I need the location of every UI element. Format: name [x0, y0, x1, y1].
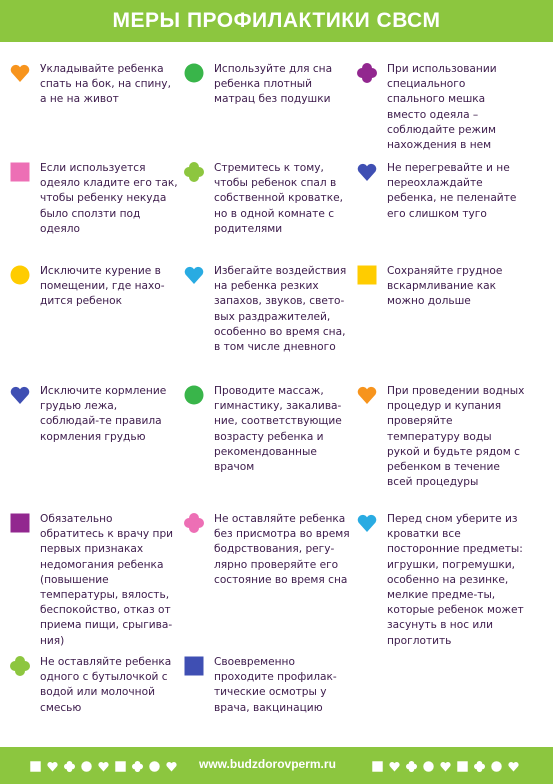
tip-item	[184, 161, 352, 237]
footer-heart-icon	[389, 761, 400, 772]
orange-heart-icon	[10, 63, 30, 83]
tip-text: Используйте для сна ребенка плотный матрац без подушки	[214, 63, 333, 106]
footer-flower-icon	[132, 761, 143, 772]
tip-item	[10, 161, 178, 237]
footer-flower-icon	[474, 761, 485, 772]
footer-shapes-left	[30, 759, 183, 773]
tip-item	[184, 264, 352, 355]
tip-text: Сохраняйте грудное вскармливание как можно дольше	[387, 265, 503, 308]
tip-item	[357, 264, 525, 310]
header-banner	[0, 0, 553, 42]
tip-text: Исключите кормление грудью лежа, соблюдай-те правила кормления грудью	[40, 385, 167, 443]
tip-text: Не оставляйте ребенка без присмотра во время бодрствования, регу-лярно проверяйте его состояние во время сна	[214, 513, 350, 586]
tip-item	[357, 62, 525, 153]
green-circle-icon	[184, 63, 204, 83]
yellow-circle-icon	[10, 265, 30, 285]
tip-item	[357, 512, 525, 649]
green-circle-icon	[184, 385, 204, 405]
footer-circle-icon	[491, 761, 502, 772]
tip-text: При проведении водных процедур и купания проверяйте температуру воды рукой и будьте рядом с ребенком в течение всей процедуры	[387, 385, 525, 489]
tip-item	[10, 512, 178, 649]
footer-circle-icon	[81, 761, 92, 772]
footer-heart-icon	[47, 761, 58, 772]
tip-text: Перед сном уберите из кроватки все посторонние предметы: игрушки, погремушки, особенно на резинке, мелкие предме-ты, которые ребенок может засунуть в нос или проглотить	[387, 513, 524, 647]
tip-text: Если используется одеяло кладите его так, чтобы ребенку некуда было сползти под одеяло	[40, 162, 178, 235]
footer-flower-icon	[64, 761, 75, 772]
tip-text: Исключите курение в помещении, где нахо-дится ребенок	[40, 265, 165, 308]
tip-item	[10, 384, 178, 445]
blue-heart-icon	[10, 385, 30, 405]
pink-flower-icon	[184, 513, 204, 533]
footer-heart-icon	[508, 761, 519, 772]
tip-text: Обязательно обратитесь к врачу при первых признаках недомогания ребенка (повышение температуры, вялость, беспокойство, отказ от приема пищи, срыгива-ния)	[40, 513, 174, 647]
orange-heart-icon	[357, 385, 377, 405]
footer-shapes-right	[372, 759, 525, 773]
lime-flower-icon	[184, 162, 204, 182]
tip-text: Своевременно проходите профилак-тические осмотры у врача, вакцинацию	[214, 656, 337, 714]
blue-square-icon	[184, 656, 204, 676]
tip-item	[357, 161, 525, 222]
tip-item	[10, 264, 178, 310]
tip-item	[184, 62, 352, 108]
footer-heart-icon	[166, 761, 177, 772]
website-link[interactable]: www.budzdorovperm.ru	[199, 757, 336, 771]
footer-square-icon	[30, 761, 41, 772]
tip-text: Не перегревайте и не переохлаждайте ребенка, не пеленайте его слишком туго	[387, 162, 517, 220]
tip-text: Избегайте воздействия на ребенка резких запахов, звуков, свето-вых раздражителей, особенно во время сна, в том числе дневного	[214, 265, 347, 354]
footer-heart-icon	[98, 761, 109, 772]
tip-text: Проводите массаж, гимнастику, закалива-ние, соответствующие возрасту ребенка и рекомендованные врачом	[214, 385, 342, 474]
pink-square-icon	[10, 162, 30, 182]
tip-text: Стремитесь к тому, чтобы ребенок спал в собственной кроватке, но в одной комнате с родителями	[214, 162, 343, 235]
tip-item	[184, 655, 352, 716]
tip-item	[10, 655, 178, 716]
tip-item	[10, 62, 178, 108]
lime-flower-icon	[10, 656, 30, 676]
footer-heart-icon	[440, 761, 451, 772]
blue-heart-icon	[357, 162, 377, 182]
cyan-heart-icon	[184, 265, 204, 285]
footer-square-icon	[115, 761, 126, 772]
footer-banner	[0, 747, 553, 784]
purple-square-icon	[10, 513, 30, 533]
footer-circle-icon	[149, 761, 160, 772]
footer-circle-icon	[423, 761, 434, 772]
tip-item	[184, 384, 352, 475]
page-title: МЕРЫ ПРОФИЛАКТИКИ СВСМ	[112, 9, 441, 32]
tip-item	[357, 384, 525, 490]
tip-text: Не оставляйте ребенка одного с бутылочкой с водой или молочной смесью	[40, 656, 172, 714]
footer-square-icon	[372, 761, 383, 772]
tip-text: При использовании специального спального мешка вместо одеяла – соблюдайте режим нахождения в нем	[387, 63, 497, 152]
tip-item	[184, 512, 352, 588]
purple-flower-icon	[357, 63, 377, 83]
cyan-heart-icon	[357, 513, 377, 533]
yellow-square-icon	[357, 265, 377, 285]
footer-flower-icon	[406, 761, 417, 772]
tip-text: Укладывайте ребенка спать на бок, на спину, а не на живот	[40, 63, 171, 106]
footer-square-icon	[457, 761, 468, 772]
